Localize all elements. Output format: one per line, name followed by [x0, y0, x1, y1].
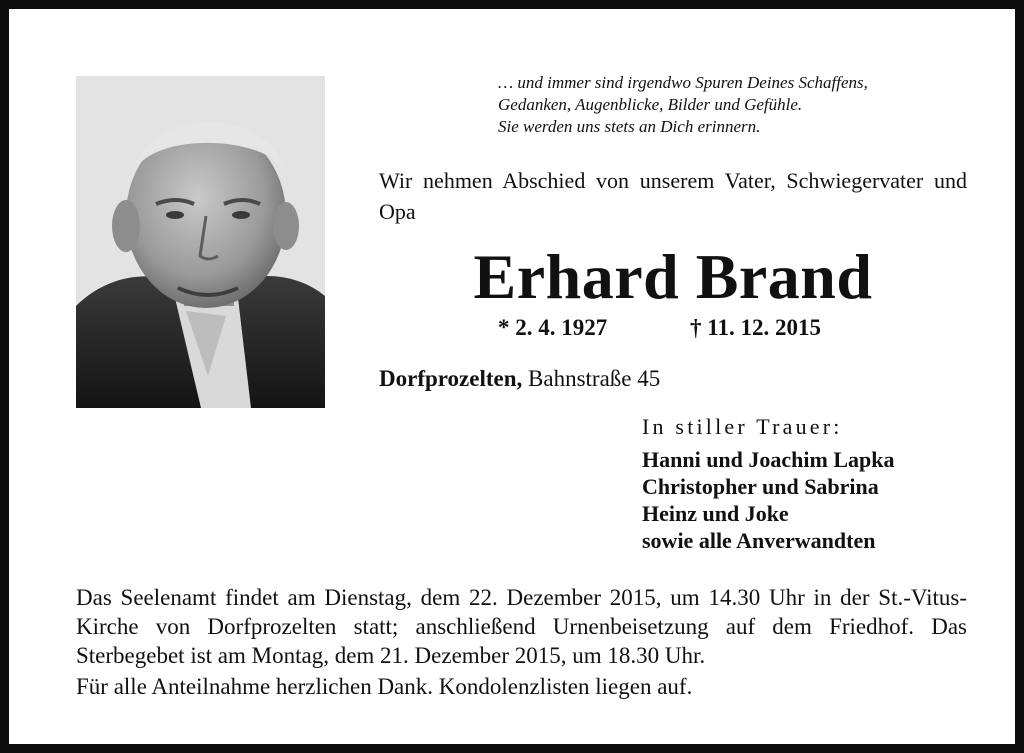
- service-details: Das Seelenamt findet am Dienstag, dem 22. Dezember 2015, um 14.30 Uhr in der St.-Vitus-Kirche von Dorfprozelten statt; anschließend Urnenbeisetzung auf dem Friedhof. Das Sterbegebet ist am Montag, dem 21. Dezember 2015, um 18.30 Uhr.: [76, 585, 967, 668]
- mourning-label: In stiller Trauer:: [642, 414, 843, 439]
- intro-text: Wir nehmen Abschied von unserem Vater, Schwiegervater und Opa: [379, 168, 967, 224]
- motto-line: Gedanken, Augenblicke, Bilder und Gefühle.: [498, 95, 803, 114]
- mourner-item: Hanni und Joachim Lapka: [642, 447, 895, 472]
- death-date: † 11. 12. 2015: [690, 315, 821, 340]
- address-street: Bahnstraße 45: [528, 366, 661, 391]
- mourners-list: [642, 446, 894, 554]
- deceased-name: Erhard Brand: [473, 241, 873, 312]
- portrait-photo: [76, 76, 325, 408]
- birth-date: * 2. 4. 1927: [498, 315, 608, 340]
- address-town: Dorfprozelten,: [379, 366, 523, 391]
- motto-line: Sie werden uns stets an Dich erinnern.: [498, 117, 761, 136]
- motto-line: … und immer sind irgendwo Spuren Deines Schaffens,: [498, 73, 868, 92]
- mourner-item: sowie alle Anverwandten: [642, 528, 876, 553]
- motto-quote: [498, 72, 868, 138]
- mourner-item: Christopher und Sabrina: [642, 474, 879, 499]
- portrait-photo-graphic: [76, 76, 325, 408]
- address: [379, 363, 660, 395]
- thanks-note: Für alle Anteilnahme herzlichen Dank. Kondolenzlisten liegen auf.: [76, 674, 693, 699]
- mourner-item: Heinz und Joke: [642, 501, 789, 526]
